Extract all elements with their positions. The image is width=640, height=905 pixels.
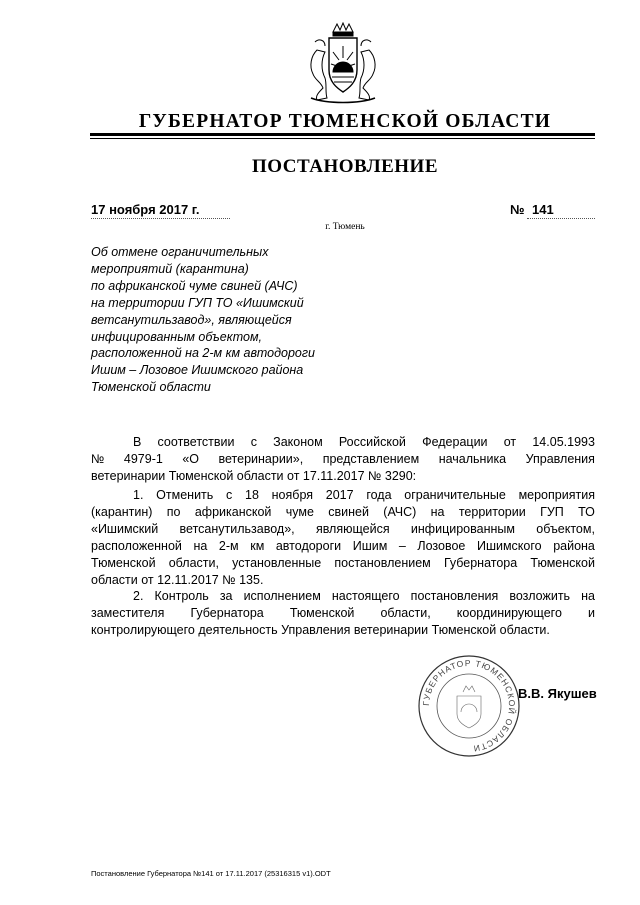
item-2-line: контролирующего деятельность Управления ветеринарии Тюменской области.	[91, 623, 550, 637]
coat-of-arms-icon	[303, 22, 383, 106]
item-1-line: (карантин) по африканской чуме свиней (АЧС) на территории ГУП ТО	[91, 505, 595, 519]
preamble-line: В соответствии с Законом Российской Федерации от 14.05.1993	[133, 435, 595, 449]
subject-line: Ишим – Лозовое Ишимского района	[91, 363, 304, 378]
preamble-paragraph	[91, 434, 595, 485]
subject-line: на территории ГУП ТО «Ишимский	[91, 295, 304, 310]
item-1-line: «Ишимский ветсанутильзавод», являющейся инфицированным объектом,	[91, 522, 595, 536]
document-type: ПОСТАНОВЛЕНИЕ	[251, 156, 439, 177]
subject-line: расположенной на 2-м км автодороги	[91, 346, 315, 361]
date-underline	[91, 218, 230, 219]
number-underline	[527, 218, 595, 219]
governor-title: ГУБЕРНАТОР ТЮМЕНСКОЙ ОБЛАСТИ	[138, 111, 552, 132]
item-1-line: области от 12.11.2017 № 135.	[91, 573, 264, 587]
number-sign: №	[510, 202, 525, 217]
header-rule-thin	[90, 138, 595, 139]
subject-line: Об отмене ограничительных	[91, 245, 269, 259]
item-1-line: 1. Отменить с 18 ноября 2017 года ограничительные мероприятия	[133, 488, 595, 502]
document-date: 17 ноября 2017 г.	[91, 202, 200, 217]
header-rule-thick	[90, 133, 595, 136]
official-stamp	[415, 652, 523, 760]
preamble-line: ветеринарии Тюменской области от 17.11.2017 № 3290:	[91, 469, 417, 483]
item-1-paragraph	[91, 487, 595, 589]
subject-line: мероприятий (карантина)	[91, 261, 249, 276]
item-1-line: Тюменской области, установленные постановлением Губернатора Тюменской	[91, 556, 595, 570]
item-2-line: заместителя Губернатора Тюменской области, координирующего и	[91, 606, 595, 620]
signer-name: В.В. Якушев	[518, 686, 597, 701]
stamp-text: ГУБЕРНАТОР ТЮМЕНСКОЙ ОБЛАСТИ	[420, 657, 518, 754]
document-subject	[91, 244, 391, 396]
subject-line: инфицированным объектом,	[91, 329, 263, 344]
svg-text:ГУБЕРНАТОР ТЮМЕНСКОЙ ОБЛАСТИ	[421, 658, 518, 754]
subject-line: Тюменской области	[91, 380, 211, 395]
subject-line: ветсанутильзавод», являющейся	[91, 312, 292, 327]
city-label: г. Тюмень	[325, 222, 365, 232]
preamble-line: № 4979-1 «О ветеринарии», представлением начальника Управления	[91, 452, 595, 466]
subject-line: по африканской чуме свиней (АЧС)	[91, 278, 298, 293]
item-2-paragraph	[91, 588, 595, 639]
document-number: 141	[532, 202, 554, 217]
footer-file-reference: Постановление Губернатора №141 от 17.11.2017 (25316315 v1).ODT	[91, 869, 331, 878]
item-1-line: расположенной на 2-м км автодороги Ишим – Лозовое Ишимского района	[91, 539, 595, 553]
item-2-line: 2. Контроль за исполнением настоящего постановления возложить на	[133, 589, 595, 603]
